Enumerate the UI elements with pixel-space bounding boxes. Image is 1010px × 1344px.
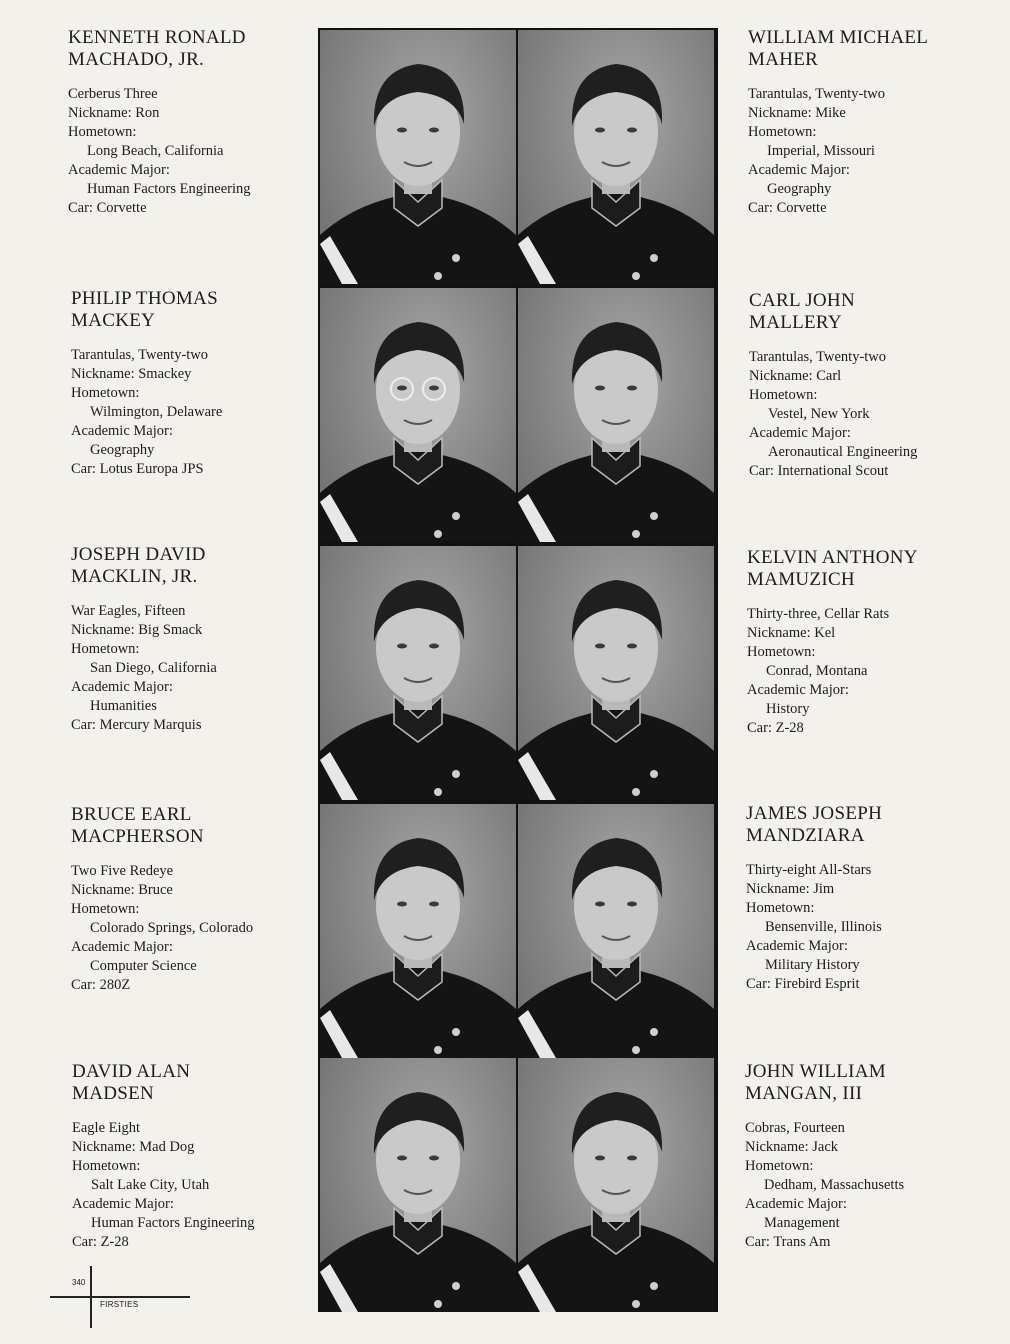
eye-shape (595, 128, 605, 133)
name-line-1: JOSEPH DAVID (71, 544, 206, 565)
nickname: Nickname: Kel (747, 625, 836, 641)
portrait-illustration (320, 288, 516, 542)
cadet-name (749, 290, 994, 334)
bio-details (71, 602, 316, 735)
name-line-1: KENNETH RONALD (68, 27, 246, 48)
hometown: Vestel, New York (768, 406, 870, 422)
name-line-1: WILLIAM MICHAEL (748, 27, 929, 48)
eye-shape (429, 644, 439, 649)
hometown: Long Beach, California (87, 143, 224, 159)
footer-rule-vertical (90, 1266, 92, 1328)
major-label: Academic Major: (71, 939, 173, 955)
button-shape (632, 1046, 640, 1054)
major: Geography (767, 181, 832, 197)
name-line-2: MAHER (748, 49, 819, 70)
hometown-label: Hometown: (68, 124, 137, 140)
bio-details (748, 85, 993, 218)
name-line-2: MACHADO, JR. (68, 49, 205, 70)
footer-rule-horizontal (50, 1296, 190, 1298)
hometown: Colorado Springs, Colorado (90, 920, 254, 936)
name-line-2: MACPHERSON (71, 826, 204, 847)
eye-shape (397, 386, 407, 391)
bio-details (747, 605, 992, 738)
button-shape (434, 788, 442, 796)
name-line-1: JOHN WILLIAM (745, 1061, 886, 1082)
name-line-1: CARL JOHN (749, 290, 855, 311)
button-shape (452, 512, 460, 520)
major-label: Academic Major: (746, 938, 848, 954)
major-label: Academic Major: (71, 679, 173, 695)
cadet-name (72, 1061, 317, 1105)
bio-left-1 (71, 288, 316, 479)
name-line-2: MANGAN, III (745, 1083, 863, 1104)
portrait-grid (318, 28, 718, 1312)
nickname: Nickname: Smackey (71, 366, 192, 382)
nickname: Nickname: Jack (745, 1139, 839, 1155)
nickname: Nickname: Jim (746, 881, 835, 897)
eye-shape (595, 1156, 605, 1161)
car: Car: Lotus Europa JPS (71, 461, 204, 477)
car: Car: Firebird Esprit (746, 976, 860, 992)
name-line-2: MALLERY (749, 312, 842, 333)
bio-right-4 (745, 1061, 990, 1252)
portrait-illustration (518, 288, 714, 542)
bio-right-1 (749, 290, 994, 481)
name-line-1: PHILIP THOMAS (71, 288, 218, 309)
cadet-name (746, 803, 991, 847)
company: Eagle Eight (72, 1120, 141, 1136)
major: Computer Science (90, 958, 197, 974)
section-label: FIRSTIES (100, 1300, 139, 1309)
portrait-photo (518, 804, 714, 1058)
bio-details (71, 862, 316, 995)
bio-details (72, 1119, 317, 1252)
major: Geography (90, 442, 155, 458)
bio-details (746, 861, 991, 994)
cadet-name (748, 27, 993, 71)
cadet-name (68, 27, 313, 71)
button-shape (632, 788, 640, 796)
name-line-1: JAMES JOSEPH (746, 803, 883, 824)
bio-details (749, 348, 994, 481)
major-label: Academic Major: (68, 162, 170, 178)
page-number: 340 (72, 1278, 86, 1287)
button-shape (650, 1028, 658, 1036)
eye-shape (429, 902, 439, 907)
hometown: San Diego, California (90, 660, 217, 676)
eye-shape (627, 1156, 637, 1161)
hometown: Dedham, Massachusetts (764, 1177, 905, 1193)
button-shape (632, 530, 640, 538)
button-shape (434, 1300, 442, 1308)
nickname: Nickname: Mike (748, 105, 846, 121)
eye-shape (429, 386, 439, 391)
portrait-photo (518, 30, 714, 284)
eye-shape (397, 128, 407, 133)
car: Car: Trans Am (745, 1234, 831, 1250)
company: War Eagles, Fifteen (71, 603, 186, 619)
bio-left-3 (71, 804, 316, 995)
button-shape (632, 1300, 640, 1308)
bio-left-2 (71, 544, 316, 735)
hometown: Bensenville, Illinois (765, 919, 882, 935)
bio-right-2 (747, 547, 992, 738)
name-line-2: MACKEY (71, 310, 156, 331)
portrait-photo (320, 30, 516, 284)
name-line-1: DAVID ALAN (72, 1061, 191, 1082)
car: Car: Z-28 (747, 720, 804, 736)
eye-shape (627, 128, 637, 133)
cadet-name (71, 544, 316, 588)
eye-shape (627, 386, 637, 391)
portrait-photo (320, 546, 516, 800)
portrait-illustration (320, 804, 516, 1058)
eye-shape (595, 386, 605, 391)
hometown: Salt Lake City, Utah (91, 1177, 210, 1193)
name-line-2: MANDZIARA (746, 825, 865, 846)
eye-shape (595, 644, 605, 649)
eye-shape (397, 1156, 407, 1161)
button-shape (452, 770, 460, 778)
portrait-photo (320, 804, 516, 1058)
car: Car: International Scout (749, 463, 889, 479)
button-shape (452, 1282, 460, 1290)
button-shape (650, 770, 658, 778)
bio-details (68, 85, 313, 218)
hometown-label: Hometown: (748, 124, 817, 140)
major: History (766, 701, 810, 717)
major-label: Academic Major: (745, 1196, 847, 1212)
portrait-photo (518, 288, 714, 542)
eye-shape (429, 1156, 439, 1161)
name-line-2: MAMUZICH (747, 569, 855, 590)
major: Human Factors Engineering (91, 1215, 255, 1231)
hometown: Imperial, Missouri (767, 143, 875, 159)
hometown-label: Hometown: (71, 641, 140, 657)
car: Car: Z-28 (72, 1234, 129, 1250)
name-line-1: BRUCE EARL (71, 804, 192, 825)
major: Military History (765, 957, 860, 973)
cadet-name (745, 1061, 990, 1105)
car: Car: Corvette (68, 200, 147, 216)
portrait-illustration (518, 804, 714, 1058)
hometown: Wilmington, Delaware (90, 404, 223, 420)
company: Thirty-eight All-Stars (746, 862, 872, 878)
button-shape (650, 254, 658, 262)
company: Cerberus Three (68, 86, 158, 102)
major: Aeronautical Engineering (768, 444, 918, 460)
major-label: Academic Major: (71, 423, 173, 439)
name-line-1: KELVIN ANTHONY (747, 547, 918, 568)
company: Tarantulas, Twenty-two (748, 86, 886, 102)
portrait-illustration (320, 30, 516, 284)
nickname: Nickname: Carl (749, 368, 842, 384)
nickname: Nickname: Ron (68, 105, 160, 121)
hometown-label: Hometown: (747, 644, 816, 660)
eye-shape (627, 644, 637, 649)
bio-left-4 (72, 1061, 317, 1252)
major-label: Academic Major: (749, 425, 851, 441)
portrait-illustration (518, 546, 714, 800)
button-shape (452, 1028, 460, 1036)
button-shape (452, 254, 460, 262)
bio-right-0 (748, 27, 993, 218)
hometown-label: Hometown: (745, 1158, 814, 1174)
company: Two Five Redeye (71, 863, 174, 879)
button-shape (632, 272, 640, 280)
company: Cobras, Fourteen (745, 1120, 845, 1136)
hometown-label: Hometown: (71, 901, 140, 917)
car: Car: Corvette (748, 200, 827, 216)
name-line-2: MACKLIN, JR. (71, 566, 198, 587)
button-shape (650, 1282, 658, 1290)
cadet-name (71, 288, 316, 332)
portrait-photo (320, 1058, 516, 1312)
eye-shape (397, 644, 407, 649)
portrait-photo (320, 288, 516, 542)
nickname: Nickname: Mad Dog (72, 1139, 195, 1155)
major-label: Academic Major: (72, 1196, 174, 1212)
hometown-label: Hometown: (746, 900, 815, 916)
cadet-name (747, 547, 992, 591)
hometown-label: Hometown: (71, 385, 140, 401)
bio-details (71, 346, 316, 479)
nickname: Nickname: Big Smack (71, 622, 203, 638)
portrait-illustration (320, 546, 516, 800)
hometown-label: Hometown: (749, 387, 818, 403)
portrait-illustration (518, 1058, 714, 1312)
cadet-name (71, 804, 316, 848)
major: Humanities (90, 698, 157, 714)
eye-shape (429, 128, 439, 133)
portrait-illustration (518, 30, 714, 284)
bio-right-3 (746, 803, 991, 994)
portrait-photo (518, 546, 714, 800)
car: Car: 280Z (71, 977, 131, 993)
major: Management (764, 1215, 840, 1231)
bio-details (745, 1119, 990, 1252)
company: Tarantulas, Twenty-two (71, 347, 209, 363)
button-shape (434, 272, 442, 280)
hometown: Conrad, Montana (766, 663, 868, 679)
major-label: Academic Major: (748, 162, 850, 178)
portrait-illustration (320, 1058, 516, 1312)
eye-shape (627, 902, 637, 907)
name-line-2: MADSEN (72, 1083, 155, 1104)
eye-shape (397, 902, 407, 907)
eye-shape (595, 902, 605, 907)
nickname: Nickname: Bruce (71, 882, 173, 898)
company: Thirty-three, Cellar Rats (747, 606, 890, 622)
company: Tarantulas, Twenty-two (749, 349, 887, 365)
button-shape (434, 1046, 442, 1054)
car: Car: Mercury Marquis (71, 717, 202, 733)
portrait-photo (518, 1058, 714, 1312)
hometown-label: Hometown: (72, 1158, 141, 1174)
bio-left-0 (68, 27, 313, 218)
major: Human Factors Engineering (87, 181, 251, 197)
button-shape (434, 530, 442, 538)
major-label: Academic Major: (747, 682, 849, 698)
button-shape (650, 512, 658, 520)
